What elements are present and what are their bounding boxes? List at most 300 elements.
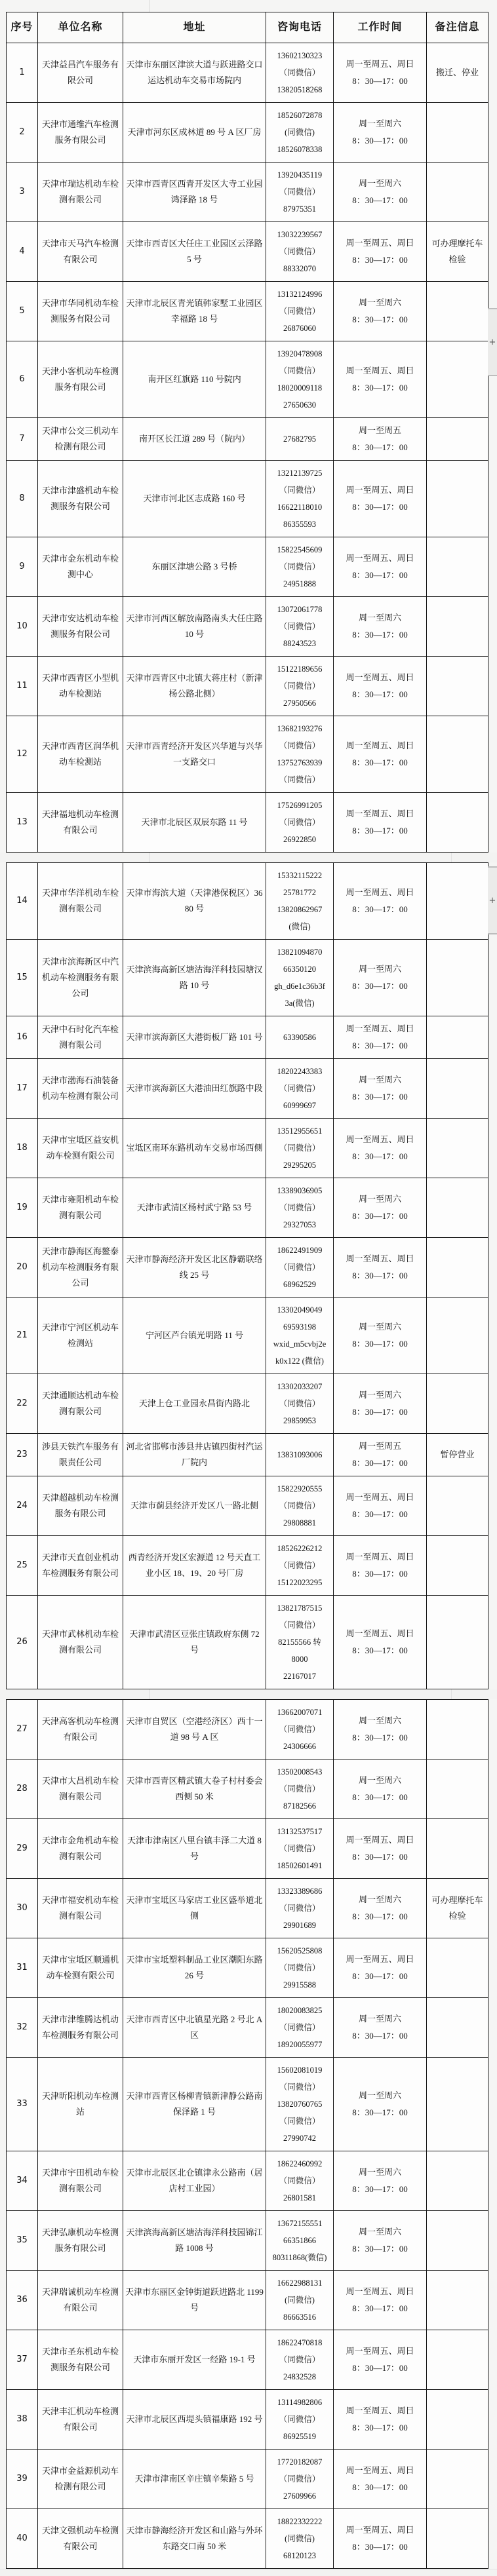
header-row <box>7 12 488 43</box>
work-hours-line: 8：30—17：00 <box>352 1509 408 1519</box>
cell-serial-number: 9 <box>7 537 38 597</box>
work-hours-line: 周一至周五、周日 <box>346 887 414 897</box>
phone-line: 15620525808 <box>277 1946 323 1955</box>
cell-work-hours <box>334 1476 427 1536</box>
phone-line: 26801581 <box>283 2193 316 2202</box>
work-hours-line: 8：30—17：00 <box>352 2363 408 2373</box>
table-row <box>7 597 488 657</box>
cell-note <box>427 863 488 940</box>
work-hours-line: 8：30—17：00 <box>352 136 408 145</box>
cell-serial-number: 21 <box>7 1298 38 1374</box>
work-hours-line: 8：30—17：00 <box>352 2542 408 2552</box>
cell-address: 天津市西青区中北镇大蒋庄村（新津杨公路北侧） <box>123 657 266 716</box>
table-row <box>7 1819 488 1879</box>
work-hours-line: 周一至周六 <box>358 2090 401 2100</box>
work-hours-line: 周一至周六 <box>358 119 401 128</box>
cell-phone <box>266 2271 334 2330</box>
table-row <box>7 163 488 222</box>
cell-company-name: 天津市武林机动车检测有限公司 <box>38 1596 123 1689</box>
phone-line: 26922850 <box>283 835 316 844</box>
phone-line: (同微信) <box>285 2534 315 2543</box>
work-hours-line: 周一至周五、周日 <box>346 740 414 750</box>
cell-note <box>427 597 488 657</box>
cell-note <box>427 1238 488 1298</box>
cell-note <box>427 2450 488 2509</box>
cell-note <box>427 2211 488 2271</box>
cell-note <box>427 1819 488 1879</box>
cell-work-hours <box>334 282 427 341</box>
cell-work-hours <box>334 43 427 103</box>
inspection-stations-table-segment-2 <box>6 862 488 1689</box>
cell-note <box>427 341 488 418</box>
work-hours-line: 8：30—17：00 <box>352 1041 408 1050</box>
cell-serial-number: 39 <box>7 2450 38 2509</box>
table-row <box>7 1536 488 1596</box>
cell-work-hours <box>334 1119 427 1178</box>
cell-serial-number: 11 <box>7 657 38 716</box>
phone-line: 82155566 转 <box>278 1638 321 1647</box>
cell-phone <box>266 1879 334 1938</box>
phone-line: （同微信） <box>279 486 321 495</box>
work-hours-line: 8：30—17：00 <box>352 502 408 512</box>
cell-serial-number: 36 <box>7 2271 38 2330</box>
cell-serial-number: 35 <box>7 2211 38 2271</box>
cell-address: 天津市东丽区津滨大道与跃进路交口运达机动车交易市场院内 <box>123 43 266 103</box>
cell-company-name: 天津市大昌机动车检测有限公司 <box>38 1759 123 1819</box>
cell-phone <box>266 2151 334 2211</box>
cell-company-name: 天津市宝坻区益安机动车检测有限公司 <box>38 1119 123 1178</box>
inspection-stations-table-segment-3 <box>6 1699 488 2569</box>
cell-serial-number: 40 <box>7 2509 38 2569</box>
cell-work-hours <box>334 1536 427 1596</box>
phone-line: （同微信） <box>279 187 321 197</box>
cell-work-hours <box>334 103 427 163</box>
cell-address: 天津市西青区西青开发区大寺工业园鸿泽路 18 号 <box>123 163 266 222</box>
phone-line: 24306666 <box>283 1742 316 1751</box>
cell-address: 南开区红旗路 110 号院内 <box>123 341 266 418</box>
work-hours-line: 周一至周五 <box>358 1441 401 1451</box>
work-hours-line: 周一至周五 <box>358 425 401 435</box>
top-margin-band <box>0 0 497 12</box>
cell-work-hours <box>334 1374 427 1434</box>
phone-line: gh_d6e1c36b3f <box>274 982 325 991</box>
cell-address: 天津市蓟县经济开发区八一路北侧 <box>123 1476 266 1536</box>
phone-line: （同微信） <box>279 1084 321 1093</box>
work-hours-line: 周一至周六 <box>358 1775 401 1785</box>
cell-address: 天津市武清区豆张庄镇政府东侧 72 号 <box>123 1596 266 1689</box>
cell-phone <box>266 282 334 341</box>
phone-line: 13302049049 <box>277 1305 323 1315</box>
phone-line: 16622988131 <box>277 2278 323 2288</box>
phone-line: 26876060 <box>283 324 316 333</box>
cell-note <box>427 1374 488 1434</box>
phone-line: （同微信） <box>279 1621 321 1630</box>
phone-line: 18822332222 <box>277 2517 323 2526</box>
cell-work-hours <box>334 537 427 597</box>
cell-serial-number: 10 <box>7 597 38 657</box>
phone-line: 13602130323 <box>277 51 323 60</box>
phone-line: 13032239567 <box>277 230 323 239</box>
cell-company-name: 天津市天直创业机动车检测服务有限公司 <box>38 1536 123 1596</box>
cell-note: 可办理摩托车检验 <box>427 222 488 282</box>
cell-phone <box>266 43 334 103</box>
cell-serial-number: 14 <box>7 863 38 940</box>
cell-note <box>427 163 488 222</box>
cell-phone <box>266 1119 334 1178</box>
cell-phone <box>266 2211 334 2271</box>
cell-note <box>427 793 488 853</box>
table-row <box>7 1238 488 1298</box>
cell-work-hours <box>334 863 427 940</box>
table-row <box>7 1879 488 1938</box>
cell-work-hours <box>334 1938 427 1998</box>
phone-line: 13682193276 <box>277 724 323 733</box>
phone-line: 29859953 <box>283 1416 316 1425</box>
cell-address: 天津市西青经济开发区兴华道与兴华一支路交口 <box>123 716 266 793</box>
phone-line: 18526072878 <box>277 111 323 120</box>
phone-line: （同微信） <box>279 2083 321 2092</box>
work-hours-line: 8：30—17：00 <box>352 2244 408 2254</box>
cell-note <box>427 2330 488 2390</box>
phone-line: （同微信） <box>279 2023 321 2032</box>
cell-work-hours <box>334 1596 427 1689</box>
cell-serial-number: 34 <box>7 2151 38 2211</box>
phone-line: 13072061778 <box>277 605 323 614</box>
work-hours-line: 8：30—17：00 <box>352 2031 408 2041</box>
phone-line: 18502601491 <box>277 1861 323 1870</box>
cell-serial-number: 27 <box>7 1700 38 1759</box>
work-hours-line: 周一至周六 <box>358 2014 401 2024</box>
phone-line: 24832528 <box>283 2372 316 2381</box>
work-hours-line: 周一至周六 <box>358 964 401 974</box>
cell-work-hours <box>334 2330 427 2390</box>
phone-line: 13821787515 <box>277 1604 323 1613</box>
col-header-phone: 咨询电话 <box>266 12 334 43</box>
work-hours-line: 8：30—17：00 <box>352 315 408 324</box>
cell-address: 东丽区津塘公路 3 号桥 <box>123 537 266 597</box>
cell-serial-number: 22 <box>7 1374 38 1434</box>
work-hours-line: 8：30—17：00 <box>352 2107 408 2117</box>
phone-line: 15822920555 <box>277 1484 323 1493</box>
table-row <box>7 2330 488 2390</box>
cell-address: 天津市西青区精武镇大卷子村村委会西侧 50 米 <box>123 1759 266 1819</box>
table-row <box>7 716 488 793</box>
work-hours-line: 8：30—17：00 <box>352 1733 408 1742</box>
cell-phone <box>266 2509 334 2569</box>
cell-phone <box>266 418 334 461</box>
work-hours-line: 8：30—17：00 <box>352 1645 408 1655</box>
phone-line: 17720182087 <box>277 2457 323 2467</box>
phone-line: 3a(微信) <box>285 999 315 1008</box>
cell-address: 天津市西青区中北镇星光路 2 号北 A 区 <box>123 1998 266 2058</box>
cell-company-name: 涉县天铁汽车服务有限责任公司 <box>38 1434 123 1476</box>
phone-line: 27950566 <box>283 699 316 708</box>
table-row <box>7 1700 488 1759</box>
table-row <box>7 1016 488 1059</box>
phone-line: 87975351 <box>283 204 316 214</box>
work-hours-line: 8：30—17：00 <box>352 981 408 991</box>
phone-line: 27990742 <box>283 2134 316 2143</box>
cell-phone <box>266 1536 334 1596</box>
cell-address: 河北省邯郸市涉县井店镇四街村汽运厂院内 <box>123 1434 266 1476</box>
cell-phone <box>266 1434 334 1476</box>
work-hours-line: 周一至周五、周日 <box>346 553 414 563</box>
work-hours-line: 周一至周五、周日 <box>346 1024 414 1033</box>
cell-address: 天津市静海经济开发区北区静霸联络线 25 号 <box>123 1238 266 1298</box>
phone-line: 88332070 <box>283 264 316 273</box>
phone-line: （同微信） <box>279 2176 321 2185</box>
expand-plus-button[interactable] <box>488 866 497 934</box>
cell-address: 天津上仓工业园永昌街内路北 <box>123 1374 266 1434</box>
work-hours-line: 周一至周五、周日 <box>346 2465 414 2475</box>
table-row <box>7 2271 488 2330</box>
cell-company-name: 天津瑞诚机动车检测有限公司 <box>38 2271 123 2330</box>
phone-line: 27682795 <box>283 434 316 444</box>
cell-company-name: 天津文强机动车检测有限公司 <box>38 2509 123 2569</box>
cell-phone <box>266 2330 334 2390</box>
cell-phone <box>266 1016 334 1059</box>
cell-note <box>427 2390 488 2450</box>
phone-line: 13132537517 <box>277 1827 323 1836</box>
cell-address: 宁河区芦台镇光明路 11 号 <box>123 1298 266 1374</box>
phone-line: 86663516 <box>283 2313 316 2322</box>
cell-work-hours <box>334 716 427 793</box>
cell-note <box>427 418 488 461</box>
phone-line: 87182566 <box>283 1801 316 1811</box>
cell-company-name: 天津弘康机动车检测服务有限公司 <box>38 2211 123 2271</box>
work-hours-line: 周一至周六 <box>358 178 401 188</box>
work-hours-line: 周一至周五、周日 <box>346 2525 414 2535</box>
phone-line: 13512955651 <box>277 1126 323 1136</box>
cell-company-name: 天津丰汇机动车检测有限公司 <box>38 2390 123 2450</box>
cell-work-hours <box>334 1059 427 1119</box>
cell-note <box>427 657 488 716</box>
cell-work-hours <box>334 1178 427 1238</box>
phone-line: （同微信） <box>279 1963 321 1972</box>
cell-address: 天津市静海经济开发区和山路与外环东路交口南 50 米 <box>123 2509 266 2569</box>
cell-note <box>427 1998 488 2058</box>
phone-line: 13920478908 <box>277 349 323 358</box>
cell-serial-number: 24 <box>7 1476 38 1536</box>
cell-work-hours <box>334 163 427 222</box>
cell-note: 可办理摩托车检验 <box>427 1879 488 1938</box>
phone-line: 18622460992 <box>277 2159 323 2168</box>
cell-work-hours <box>334 1298 427 1374</box>
phone-line: 27650630 <box>283 400 316 410</box>
phone-line: 18622470818 <box>277 2338 323 2347</box>
cell-address: 天津市河东区成林道 89 号 A 区厂房 <box>123 103 266 163</box>
cell-company-name: 天津中石时化汽车检测有限公司 <box>38 1016 123 1059</box>
phone-line: （同微信） <box>279 1844 321 1853</box>
phone-line: 15822545609 <box>277 545 323 554</box>
phone-line: （同微信） <box>279 2355 321 2364</box>
cell-company-name: 天津市西青区润华机动车检测站 <box>38 716 123 793</box>
cell-phone <box>266 2390 334 2450</box>
cell-address: 天津市北辰区双辰东路 11 号 <box>123 793 266 853</box>
phone-line: 88243523 <box>283 639 316 648</box>
cell-serial-number: 32 <box>7 1998 38 2058</box>
phone-line: （同微信） <box>279 1725 321 1734</box>
cell-serial-number: 15 <box>7 940 38 1016</box>
work-hours-line: 8：30—17：00 <box>352 442 408 452</box>
cell-work-hours <box>334 1434 427 1476</box>
work-hours-line: 周一至周五、周日 <box>346 485 414 495</box>
cell-work-hours <box>334 418 427 461</box>
work-hours-line: 8：30—17：00 <box>352 689 408 699</box>
cell-company-name: 天津通顺达机动车检测有限公司 <box>38 1374 123 1434</box>
phone-line: 29295205 <box>283 1161 316 1170</box>
table-row <box>7 2390 488 2450</box>
cell-work-hours <box>334 2271 427 2330</box>
phone-line: 8000 <box>291 1655 308 1664</box>
phone-line: 13672155551 <box>277 2219 323 2228</box>
cell-note <box>427 1759 488 1819</box>
cell-note <box>427 940 488 1016</box>
page-break-gap <box>0 1689 497 1699</box>
work-hours-line: 8：30—17：00 <box>352 1271 408 1280</box>
cell-work-hours <box>334 1759 427 1819</box>
cell-phone <box>266 863 334 940</box>
table-row <box>7 1434 488 1476</box>
work-hours-line: 周一至周五、周日 <box>346 1134 414 1144</box>
cell-phone <box>266 461 334 537</box>
work-hours-line: 8：30—17：00 <box>352 758 408 767</box>
work-hours-line: 周一至周五、周日 <box>346 1954 414 1964</box>
cell-address: 天津市自贸区（空港经济区）西十一道 98 号 A 区 <box>123 1700 266 1759</box>
work-hours-line: 8：30—17：00 <box>352 1211 408 1221</box>
work-hours-line: 8：30—17：00 <box>352 1569 408 1579</box>
phone-line: 13212139725 <box>277 469 323 478</box>
cell-work-hours <box>334 793 427 853</box>
cell-note <box>427 1700 488 1759</box>
col-header-hours: 工作时间 <box>334 12 427 43</box>
cell-serial-number: 1 <box>7 43 38 103</box>
work-hours-line: 8：30—17：00 <box>352 1092 408 1102</box>
cell-phone <box>266 1759 334 1819</box>
cell-company-name: 天津益昌汽车服务有限公司 <box>38 43 123 103</box>
phone-line: 27609966 <box>283 2491 316 2501</box>
table-row <box>7 341 488 418</box>
cell-note <box>427 537 488 597</box>
phone-line: （同微信） <box>279 1501 321 1510</box>
cell-serial-number: 23 <box>7 1434 38 1476</box>
cell-note <box>427 1016 488 1059</box>
cell-address: 天津市滨海新区大港街板厂路 101 号 <box>123 1016 266 1059</box>
cell-work-hours <box>334 1879 427 1938</box>
cell-work-hours <box>334 1819 427 1879</box>
phone-line: 18622491909 <box>277 1246 323 1255</box>
cell-address: 天津滨海高新区塘沽海洋科技园锦江路 1008 号 <box>123 2211 266 2271</box>
work-hours-line: 8：30—17：00 <box>352 570 408 580</box>
phone-line: 13821094870 <box>277 948 323 957</box>
cell-note <box>427 1178 488 1238</box>
cell-phone <box>266 1998 334 2058</box>
cell-address: 天津市北辰区青光镇韩家墅工业园区幸福路 18 号 <box>123 282 266 341</box>
cell-address: 宝坻区南环东路机动车交易市场西侧 <box>123 1119 266 1178</box>
cell-address: 天津市津南区八里台镇丰泽二大道 8 号 <box>123 1819 266 1879</box>
work-hours-line: 8：30—17：00 <box>352 826 408 836</box>
work-hours-line: 8：30—17：00 <box>352 1339 408 1349</box>
cell-serial-number: 13 <box>7 793 38 853</box>
phone-line: （同微信） <box>279 2474 321 2484</box>
phone-line: （同微信） <box>279 1399 321 1408</box>
work-hours-line: 周一至周六 <box>358 1194 401 1204</box>
expand-plus-button[interactable] <box>488 308 497 376</box>
cell-address: 天津市宝坻区马家店工业区盛举道北侧 <box>123 1879 266 1938</box>
phone-line: 13302033207 <box>277 1382 323 1391</box>
phone-line: 29915588 <box>283 1980 316 1990</box>
phone-line: 63390586 <box>283 1033 316 1042</box>
cell-serial-number: 20 <box>7 1238 38 1298</box>
cell-phone <box>266 716 334 793</box>
table-row <box>7 940 488 1016</box>
phone-line: 13389036905 <box>277 1186 323 1195</box>
cell-company-name: 天津福地机动车检测有限公司 <box>38 793 123 853</box>
cell-address: 天津市河北区志成路 160 号 <box>123 461 266 537</box>
cell-company-name: 天津市金益源机动车检测有限公司 <box>38 2450 123 2509</box>
phone-line: 86355593 <box>283 520 316 529</box>
cell-address: 天津市海滨大道（天津港保税区）3680 号 <box>123 863 266 940</box>
cell-address: 天津市东丽开发区一经路 19-1 号 <box>123 2330 266 2390</box>
cell-note <box>427 1938 488 1998</box>
table-row <box>7 793 488 853</box>
cell-address: 天津市宝坻塑料制品工业区潮阳东路 26 号 <box>123 1938 266 1998</box>
work-hours-line: 周一至周五、周日 <box>346 672 414 682</box>
work-hours-line: 周一至周五、周日 <box>346 238 414 248</box>
work-hours-line: 8：30—17：00 <box>352 383 408 393</box>
phone-line: 13831093006 <box>277 1450 323 1459</box>
cell-note <box>427 1476 488 1536</box>
cell-phone <box>266 103 334 163</box>
col-header-note: 备注信息 <box>427 12 488 43</box>
cell-serial-number: 6 <box>7 341 38 418</box>
table-row <box>7 1938 488 1998</box>
phone-line: 13662007071 <box>277 1708 323 1717</box>
cell-address: 天津市滨海新区大港油田红旗路中段 <box>123 1059 266 1119</box>
work-hours-line: 8：30—17：00 <box>352 1407 408 1417</box>
cell-serial-number: 25 <box>7 1536 38 1596</box>
work-hours-line: 周一至周六 <box>358 1390 401 1400</box>
cell-serial-number: 5 <box>7 282 38 341</box>
phone-line: （同微信） <box>279 775 321 784</box>
cell-phone <box>266 940 334 1016</box>
cell-address: 天津市西青区杨柳青镇新津静公路南保泽路 1 号 <box>123 2058 266 2151</box>
cell-phone <box>266 793 334 853</box>
work-hours-line: 周一至周六 <box>358 2227 401 2237</box>
cell-phone <box>266 2450 334 2509</box>
cell-company-name: 天津高客机动车检测有限公司 <box>38 1700 123 1759</box>
cell-work-hours <box>334 657 427 716</box>
cell-serial-number: 18 <box>7 1119 38 1178</box>
cell-note <box>427 1596 488 1689</box>
phone-line: 13752763939 <box>277 758 323 767</box>
work-hours-line: 周一至周五、周日 <box>346 1254 414 1263</box>
page-break-gap <box>0 853 497 862</box>
cell-company-name: 天津市公交三机动车检测有限公司 <box>38 418 123 461</box>
work-hours-line: 周一至周六 <box>358 1075 401 1085</box>
phone-line: 24951888 <box>283 579 316 588</box>
phone-line: 15332115222 <box>277 871 323 880</box>
cell-company-name: 天津市宁河区机动车检测站 <box>38 1298 123 1374</box>
phone-line: 66350120 <box>283 965 316 974</box>
cell-address: 天津滨海高新区塘沽海洋科技园塘汉路 10 号 <box>123 940 266 1016</box>
cell-work-hours <box>334 2211 427 2271</box>
work-hours-line: 周一至周六 <box>358 1322 401 1332</box>
cell-work-hours <box>334 2450 427 2509</box>
table-row <box>7 1759 488 1819</box>
cell-company-name: 天津市西青区小型机动车检测站 <box>38 657 123 716</box>
cell-company-name: 天津小客机动车检测服务有限公司 <box>38 341 123 418</box>
